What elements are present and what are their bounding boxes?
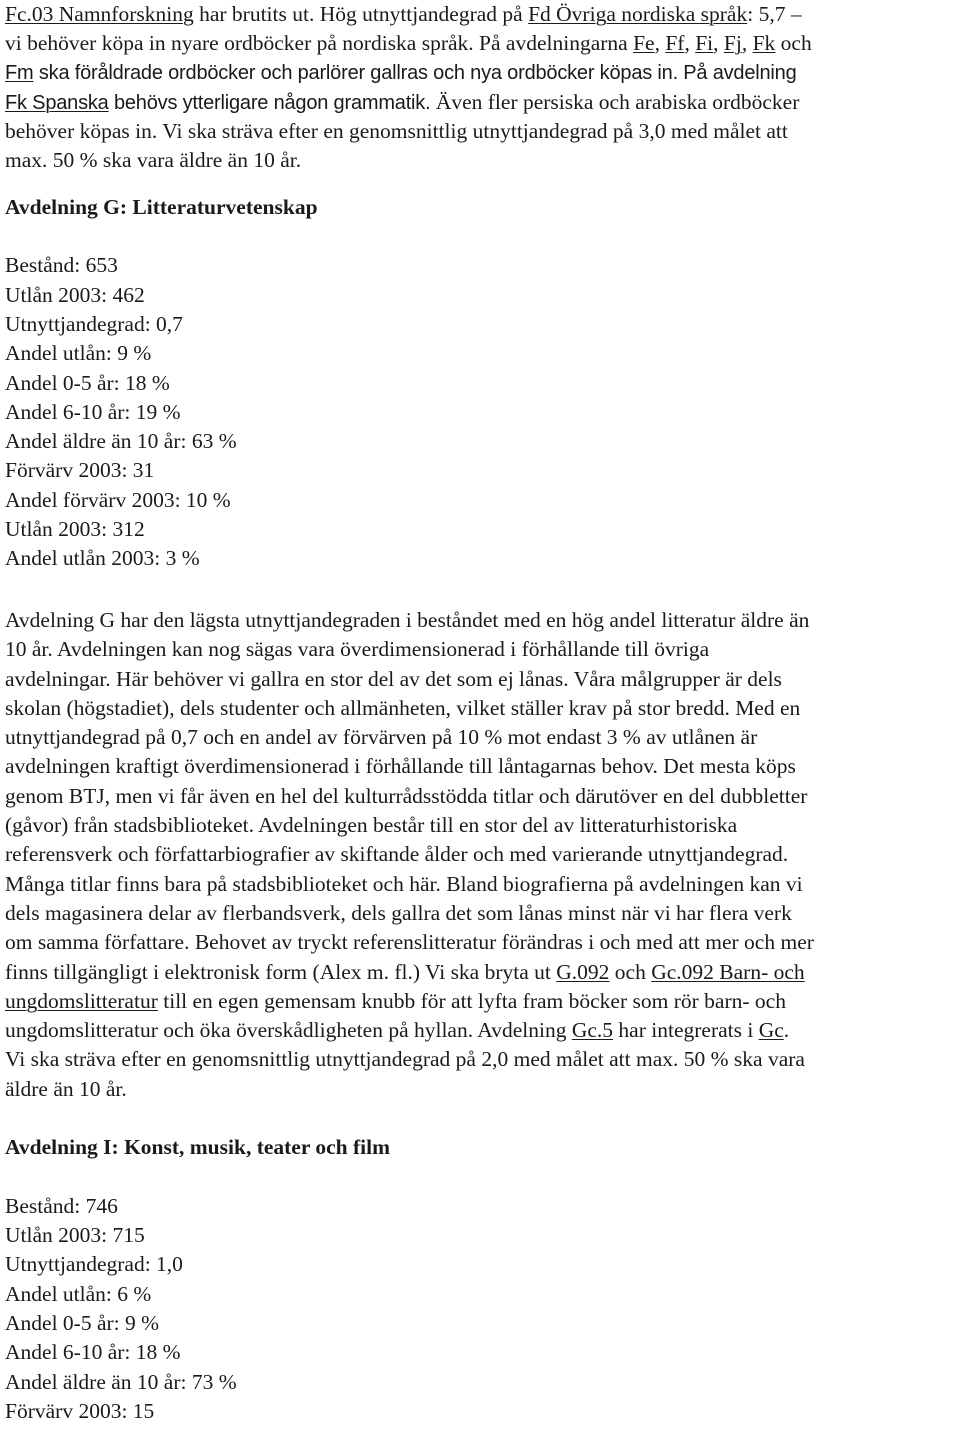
link-fk[interactable]: Fk: [752, 31, 776, 56]
intro-line-2: vi behöver köpa in nyare ordböcker på nordiska språk. På avdelningarna Fe, Ff, Fi, Fj, Fk och: [5, 31, 812, 56]
stat-line: Andel utlån: 9 %: [5, 341, 152, 366]
link-fk-spanska[interactable]: Fk Spanska: [5, 91, 109, 114]
link-fc03[interactable]: Fc.03 Namnforskning: [5, 2, 194, 26]
body-line: Vi ska sträva efter en genomsnittlig utnyttjandegrad på 2,0 med målet att max. 50 % ska vara: [5, 1047, 805, 1072]
link-ungdomslitteratur[interactable]: ungdomslitteratur: [5, 988, 158, 1013]
stat-line: Utlån 2003: 312: [5, 517, 145, 542]
link-fi[interactable]: Fi: [695, 31, 714, 56]
section-g-heading: Avdelning G: Litteraturvetenskap: [5, 194, 318, 219]
body-line: ungdomslitteratur till en egen gemensam knubb för att lyfta fram böcker som rör barn- och: [5, 988, 786, 1013]
section-g-body: [5, 606, 960, 1104]
body-line: utnyttjandegrad på 0,7 och en andel av förvärven på 10 % mot endast 3 % av utlånen är: [5, 725, 758, 750]
stat-line: Utlån 2003: 462: [5, 282, 145, 307]
link-fm[interactable]: Fm: [5, 61, 34, 84]
body-line: äldre än 10 år.: [5, 1076, 127, 1101]
body-line: finns tillgängligt i elektronisk form (Alex m. fl.) Vi ska bryta ut G.092 och Gc.092 Barn- och: [5, 959, 805, 984]
stat-line: Utlån 2003: 715: [5, 1223, 145, 1248]
intro-paragraph: [5, 0, 960, 176]
link-fd[interactable]: Fd Övriga nordiska språk: [528, 2, 748, 26]
link-gc5[interactable]: Gc.5: [571, 1018, 614, 1043]
section-i-heading: Avdelning I: Konst, musik, teater och film: [5, 1135, 391, 1160]
stat-line: Andel 6-10 år: 19 %: [5, 399, 181, 424]
stat-line: Andel utlån: 6 %: [5, 1281, 152, 1306]
link-gc092[interactable]: Gc.092 Barn- och: [651, 959, 805, 984]
link-fe[interactable]: Fe: [633, 31, 655, 56]
stat-line: Bestånd: 746: [5, 1193, 118, 1218]
stat-line: Andel äldre än 10 år: 63 %: [5, 429, 237, 454]
section-i-stats: [5, 1192, 960, 1426]
link-ff[interactable]: Ff: [665, 31, 685, 56]
link-gc[interactable]: Gc: [758, 1018, 784, 1043]
body-line: skolan (högstadiet), dels studenter och allmänheten, vilket ställer krav på stor bredd. Med en: [5, 695, 801, 720]
intro-line-4: Fk Spanska behövs ytterligare någon grammatik. Även fler persiska och arabiska ordböcker: [5, 89, 800, 114]
body-line: 10 år. Avdelningen kan nog sägas vara överdimensionerad i förhållande till övriga: [5, 637, 710, 662]
body-line: Många titlar finns bara på stadsbiblioteket och här. Bland biografierna på avdelningen kan vi: [5, 871, 803, 896]
stat-line: Andel äldre än 10 år: 73 %: [5, 1369, 237, 1394]
intro-line-6: max. 50 % ska vara äldre än 10 år.: [5, 148, 302, 173]
intro-line-1: Fc.03 Namnforskning har brutits ut. Hög utnyttjandegrad på Fd Övriga nordiska språk: 5,7 –: [5, 2, 802, 26]
body-line: avdelningar. Här behöver vi gallra en stor del av det som ej lånas. Våra målgrupper är dels: [5, 666, 782, 691]
body-line: referensverk och författarbiografier av skiftande ålder och med varierande utnyttjandegrad.: [5, 842, 789, 867]
body-line: dels magasinera delar av flerbandsverk, dels gallra det som lånas minst när vi har flera verk: [5, 900, 792, 925]
intro-line-5: behöver köpas in. Vi ska sträva efter en genomsnittlig utnyttjandegrad på 3,0 med målet att: [5, 119, 788, 144]
link-g092[interactable]: G.092: [556, 959, 610, 984]
body-line: ungdomslitteratur och öka överskådligheten på hyllan. Avdelning Gc.5 har integrerats i Gc.: [5, 1018, 790, 1043]
stat-line: Andel 0-5 år: 18 %: [5, 370, 170, 395]
stat-line: Andel 0-5 år: 9 %: [5, 1311, 160, 1336]
stat-line: Utnyttjandegrad: 0,7: [5, 311, 183, 336]
stat-line: Förvärv 2003: 15: [5, 1398, 155, 1423]
section-g-stats: [5, 251, 960, 573]
stat-line: Bestånd: 653: [5, 253, 118, 278]
body-line: Avdelning G har den lägsta utnyttjandegraden i beståndet med en hög andel litteratur äldre än: [5, 607, 810, 632]
body-line: genom BTJ, men vi får även en hel del kulturrådsstödda titlar och därutöver en del dubbletter: [5, 783, 808, 808]
stat-line: Andel utlån 2003: 3 %: [5, 546, 200, 571]
stat-line: Andel förvärv 2003: 10 %: [5, 487, 231, 512]
intro-line-3: Fm ska föråldrade ordböcker och parlörer gallras och nya ordböcker köpas in. På avdelning: [5, 61, 797, 84]
link-fj[interactable]: Fj: [723, 31, 742, 56]
body-line: avdelningen kraftigt överdimensionerad i förhållande till låntagarnas behov. Det mesta köps: [5, 754, 796, 779]
stat-line: Andel 6-10 år: 18 %: [5, 1340, 181, 1365]
body-line: om samma författare. Behovet av tryckt referenslitteratur förändras i och med att mer och mer: [5, 930, 814, 955]
stat-line: Utnyttjandegrad: 1,0: [5, 1252, 183, 1277]
body-line: (gåvor) från stadsbiblioteket. Avdelningen består till en stor del av litteraturhistoriska: [5, 813, 738, 838]
stat-line: Förvärv 2003: 31: [5, 458, 155, 483]
